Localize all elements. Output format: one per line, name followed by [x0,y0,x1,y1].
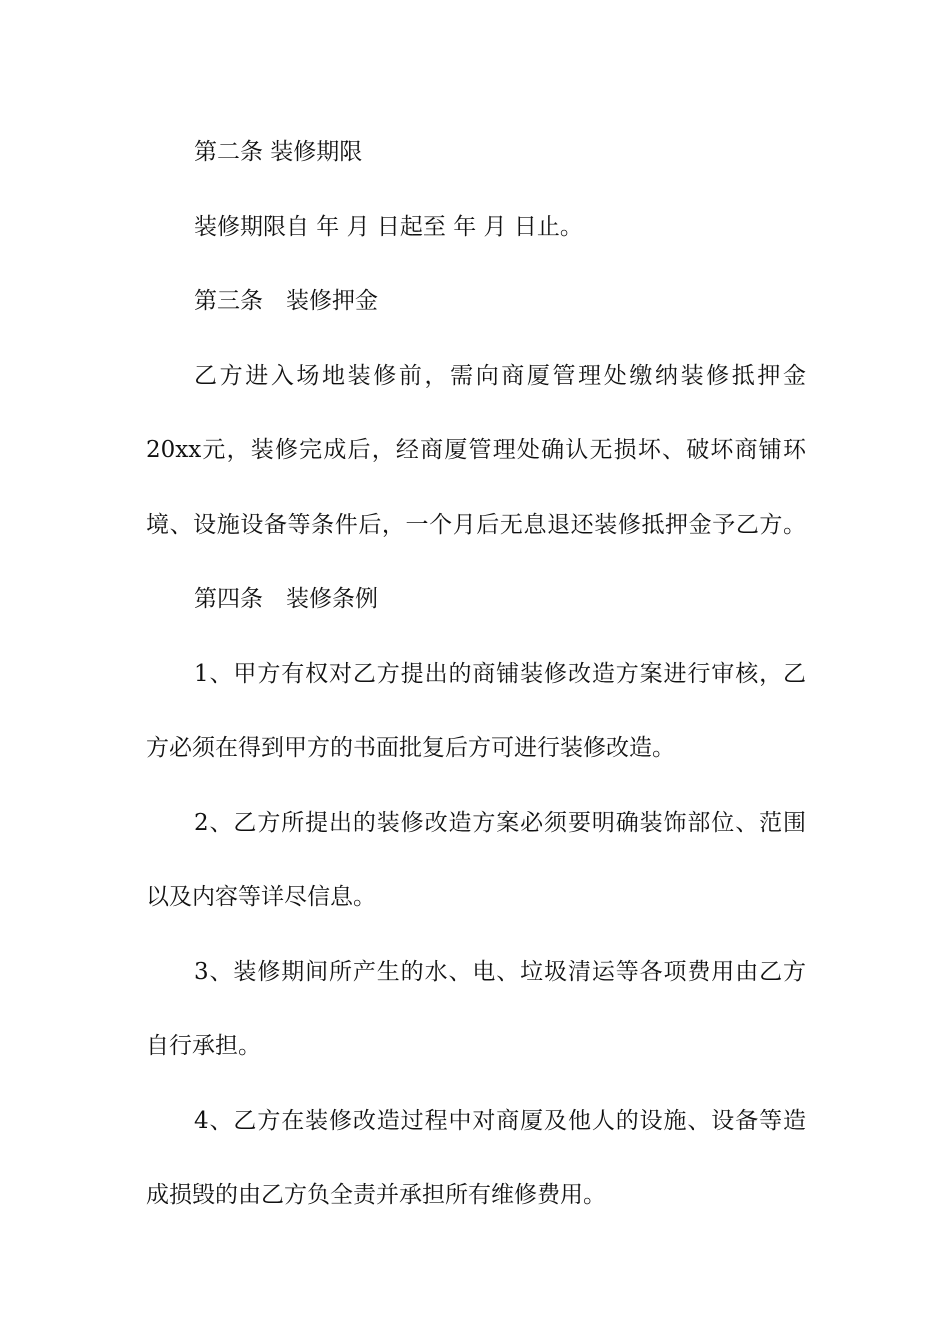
clause-2-line-2: 以及内容等详尽信息。 [146,884,376,910]
article-3-heading: 第三条 装修押金 [194,288,378,314]
clause-1-line-1: 1、甲方有权对乙方提出的商铺装修改造方案进行审核，乙 [194,661,806,687]
article-2-heading: 第二条 装修期限 [194,139,363,165]
clause-1-line-2: 方必须在得到甲方的书面批复后方可进行装修改造。 [146,735,675,761]
renovation-period-text: 装修期限自 年 月 日起至 年 月 日止。 [194,214,583,240]
article-4-heading: 第四条 装修条例 [194,586,378,612]
clause-4-line-1: 4、乙方在装修改造过程中对商厦及他人的设施、设备等造 [194,1108,806,1134]
deposit-paragraph-line-1: 乙方进入场地装修前，需向商厦管理处缴纳装修抵押金 [194,363,806,389]
clause-3-line-1: 3、装修期间所产生的水、电、垃圾清运等各项费用由乙方 [194,959,806,985]
clause-2-line-1: 2、乙方所提出的装修改造方案必须要明确装饰部位、范围 [194,810,806,836]
deposit-paragraph-line-3: 境、设施设备等条件后，一个月后无息退还装修抵押金予乙方。 [146,512,806,538]
clause-3-line-2: 自行承担。 [146,1033,261,1059]
deposit-paragraph-line-2: 20xx元，装修完成后，经商厦管理处确认无损坏、破坏商铺环 [146,437,806,463]
clause-4-line-2: 成损毁的由乙方负全责并承担所有维修费用。 [146,1182,606,1208]
